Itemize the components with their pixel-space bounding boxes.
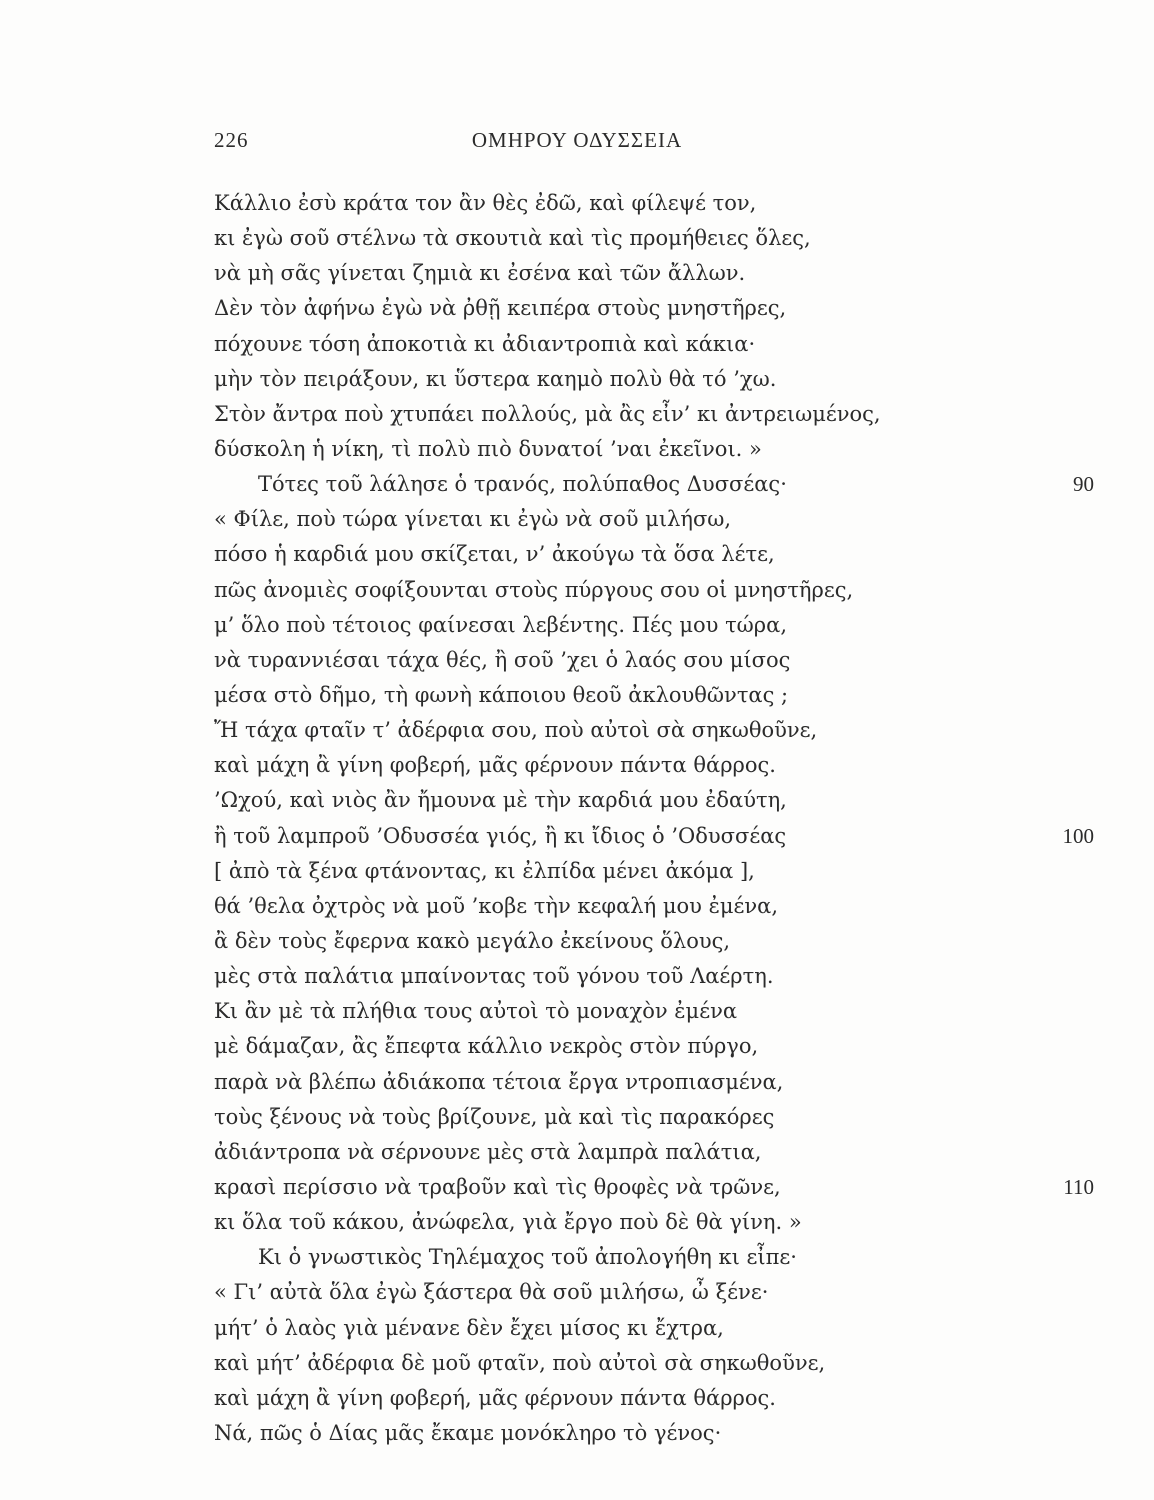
verse-line-text: θά ’θελα ὀχτρὸς νὰ μοῦ ’κοβε τὴν κεφαλή μου ἐμένα, [214, 893, 779, 918]
verse-line [214, 186, 1094, 221]
verse-line [214, 1205, 1094, 1240]
verse-line-text: ἢ τοῦ λαμπροῦ ’Οδυσσέα γιός, ἢ κι ἴδιος ὁ ’Οδυσσέας [214, 823, 787, 848]
verse-line [214, 221, 1094, 256]
verse-line-text: ’Ωχού, καὶ νιὸς ἂν ἤμουνα μὲ τὴν καρδιά μου ἐδαύτη, [214, 788, 787, 813]
verse-line [214, 819, 1094, 854]
running-head-title: ΟΜΗΡΟΥ ΟΔΥΣΣΕΙΑ [471, 128, 683, 152]
verse-line-text: ἀδιάντροπα νὰ σέρνουνε μὲς στὰ λαμπρὰ παλάτια, [214, 1139, 762, 1164]
verse-line [214, 643, 1094, 678]
verse-line-text: πόσο ἡ καρδιά μου σκίζεται, ν’ ἀκούγω τὰ ὅσα λέτε, [214, 542, 775, 567]
verse-line [214, 291, 1094, 326]
verse-line [214, 537, 1094, 572]
verse-line-text: μὴν τὸν πειράξουν, κι ὕστερα καημὸ πολὺ θὰ τό ’χω. [214, 366, 777, 391]
verse-line-text: « Γι’ αὐτὰ ὅλα ἐγὼ ξάστερα θὰ σοῦ μιλήσω, ὦ ξένε· [214, 1280, 769, 1305]
verse-line-text: καὶ μάχη ἂ γίνη φοβερή, μᾶς φέρνουν πάντα θάρρος. [214, 753, 776, 778]
verse-line [214, 327, 1094, 362]
verse-line [214, 502, 1094, 537]
verse-line [214, 1100, 1094, 1135]
verse-line-text: κι ἐγὼ σοῦ στέλνω τὰ σκουτιὰ καὶ τὶς προμήθειες ὅλες, [214, 226, 811, 251]
verse-line [214, 1275, 1094, 1310]
verse-line-text: μὲ δάμαζαν, ἂς ἔπεφτα κάλλιο νεκρὸς στὸν πύργο, [214, 1034, 759, 1059]
verse-line-text: κι ὅλα τοῦ κάκου, ἀνώφελα, γιὰ ἔργο ποὺ δὲ θὰ γίνη. » [214, 1210, 802, 1235]
verse-line [214, 924, 1094, 959]
verse-line-text: Τότες τοῦ λάλησε ὁ τρανός, πολύπαθος Δυσσέας· [258, 472, 787, 497]
verse-line [214, 678, 1094, 713]
verse-line [214, 994, 1094, 1029]
verse-line [214, 397, 1094, 432]
verse-line-text: δύσκολη ἡ νίκη, τὶ πολὺ πιὸ δυνατοί ’ναι ἐκεῖνοι. » [214, 436, 762, 461]
verse-line [214, 1416, 1094, 1451]
verse-line-text: νὰ τυραννιέσαι τάχα θές, ἢ σοῦ ’χει ὁ λαός σου μίσος [214, 647, 791, 672]
verse-line [214, 959, 1094, 994]
line-number: 110 [1063, 1174, 1094, 1199]
verse-line-text: Κάλλιο ἐσὺ κράτα τον ἂν θὲς ἐδῶ, καὶ φίλεψέ τον, [214, 191, 757, 215]
verse-line-text: τοὺς ξένους νὰ τοὺς βρίζουνε, μὰ καὶ τὶς παρακόρες [214, 1104, 775, 1129]
verse-line-text: « Φίλε, ποὺ τώρα γίνεται κι ἐγὼ νὰ σοῦ μιλήσω, [214, 507, 732, 532]
verse-line [214, 748, 1094, 783]
verse-line [214, 889, 1094, 924]
verse-line-text: πῶς ἀνομιὲς σοφίξουνται στοὺς πύργους σου οἱ μνηστῆρες, [214, 577, 854, 602]
verse-line-text: μὲς στὰ παλάτια μπαίνοντας τοῦ γόνου τοῦ Λαέρτη. [214, 964, 774, 989]
verse-line [214, 713, 1094, 748]
verse-line-text: καὶ μάχη ἂ γίνη φοβερή, μᾶς φέρνουν πάντα θάρρος. [214, 1385, 776, 1410]
verse-line [214, 1381, 1094, 1416]
verse-line-text: κρασὶ περίσσιο νὰ τραβοῦν καὶ τὶς θροφὲς νὰ τρῶνε, [214, 1174, 781, 1199]
verse-line [214, 854, 1094, 889]
verse-line-text: καὶ μήτ’ ἀδέρφια δὲ μοῦ φταῖν, ποὺ αὐτοὶ σὰ σηκωθοῦνε, [214, 1350, 826, 1375]
verse-line-text: [ ἀπὸ τὰ ξένα φτάνοντας, κι ἐλπίδα μένει ἀκόμα ], [214, 858, 755, 883]
verse-line-text: ἂ δὲν τοὺς ἔφερνα κακὸ μεγάλο ἐκείνους ὅλους, [214, 928, 731, 953]
verse-line-text: μ’ ὅλο ποὺ τέτοιος φαίνεσαι λεβέντης. Πές μου τώρα, [214, 612, 788, 637]
verse-line [214, 1311, 1094, 1346]
verse-line [214, 608, 1094, 643]
verse-line [214, 1170, 1094, 1205]
verse-line-text: μήτ’ ὁ λαὸς γιὰ μένανε δὲν ἔχει μίσος κι ἔχτρα, [214, 1315, 724, 1340]
verse-line [214, 256, 1094, 291]
line-number: 90 [1073, 472, 1094, 497]
verse-line-text: παρὰ νὰ βλέπω ἀδιάκοπα τέτοια ἔργα ντροπιασμένα, [214, 1069, 784, 1094]
verse-line [214, 362, 1094, 397]
verse-line-text: μέσα στὸ δῆμο, τὴ φωνὴ κάποιου θεοῦ ἀκλουθῶντας ; [214, 682, 789, 707]
verse-line [214, 467, 1094, 502]
verse-line [214, 1135, 1094, 1170]
verse-line-text: Κι ὁ γνωστικὸς Τηλέμαχος τοῦ ἀπολογήθη κι εἶπε· [258, 1245, 797, 1270]
verse-line [214, 783, 1094, 818]
verse-line-text: Ἤ τάχα φταῖν τ’ ἀδέρφια σου, ποὺ αὐτοὶ σὰ σηκωθοῦνε, [214, 718, 818, 743]
line-number: 100 [1062, 823, 1094, 848]
verse-line [214, 1240, 1094, 1275]
verse-line-text: νὰ μὴ σᾶς γίνεται ζημιὰ κι ἐσένα καὶ τῶν ἄλλων. [214, 261, 746, 286]
verse-line-text: Στὸν ἄντρα ποὺ χτυπάει πολλούς, μὰ ἂς εἶν’ κι ἀντρειωμένος, [214, 401, 881, 426]
page-number: 226 [214, 128, 249, 152]
verse-line-text: Νά, πῶς ὁ Δίας μᾶς ἔκαμε μονόκληρο τὸ γένος· [214, 1420, 722, 1445]
verse-line-text: Δὲν τὸν ἀφήνω ἐγὼ νὰ ῤθῇ κειπέρα στοὺς μνηστῆρες, [214, 296, 787, 321]
verse-line [214, 573, 1094, 608]
verse-line [214, 1346, 1094, 1381]
verse-line [214, 1029, 1094, 1064]
verse-line-text: Κι ἂν μὲ τὰ πλήθια τους αὐτοὶ τὸ μοναχὸν ἐμένα [214, 999, 738, 1024]
verse-block [214, 186, 1094, 1451]
verse-line [214, 1065, 1094, 1100]
verse-line [214, 432, 1094, 467]
verse-line-text: πόχουνε τόση ἀποκοτιὰ κι ἀδιαντροπιὰ καὶ κάκια· [214, 331, 756, 356]
